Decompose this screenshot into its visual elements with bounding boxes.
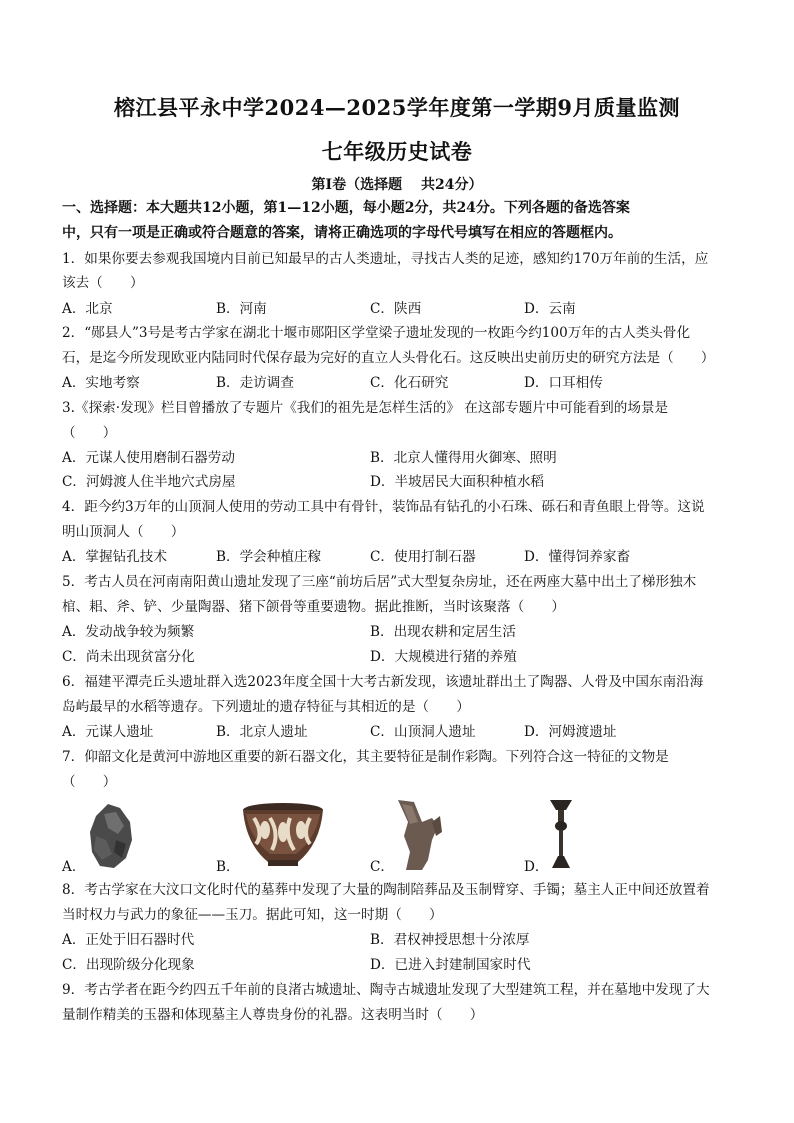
q8-option-b: B．君权神授思想十分浓厚	[370, 932, 530, 948]
q7-option-a: A．	[62, 859, 86, 875]
q5-option-c: C．尚未出现贫富分化	[62, 649, 195, 665]
q7-option-b: B．	[216, 859, 240, 875]
q7-text-2: （ ）	[62, 774, 117, 790]
q3-text-2: （ ）	[62, 425, 117, 441]
exam-title: 榕江县平永中学2024—2025学年度第一学期9月质量监测	[113, 95, 680, 120]
q2-text-1: 2．“郧县人”3号是考古学家在湖北十堰市郧阳区学堂梁子遗址发现的一枚距今约100万年的古人类头骨化	[62, 325, 691, 341]
q4-option-c: C．使用打制石器	[370, 549, 476, 565]
q4-option-b: B．学会种植庄稼	[216, 549, 322, 565]
q6-text-2: 岛屿最早的水稻等遗存。下列遗址的遗存特征与其相近的是（ ）	[62, 699, 470, 715]
q6-option-b: B．北京人遗址	[216, 724, 308, 740]
q2-option-a: A．实地考察	[62, 375, 140, 391]
q5-option-d: D．大规模进行猪的养殖	[370, 649, 517, 665]
q5-text-2: 棺、耜、斧、铲、少量陶器、猪下颌骨等重要遗物。据此推断，当时该聚落（ ）	[62, 599, 565, 615]
q6-option-d: D．河姆渡遗址	[524, 724, 617, 740]
q7-option-d: D．	[524, 859, 549, 875]
q1-option-a: A．北京	[62, 301, 113, 317]
q3-option-b: B．北京人懂得用火御寒、照明	[370, 450, 557, 466]
stone-tool-image	[86, 800, 136, 872]
q3-text-1: 3.《探索·发现》栏目曾播放了专题片《我们的祖先是怎样生活的》 在这部专题片中可能看到的场景是	[62, 400, 669, 416]
q9-text-1: 9．考古学者在距今约四五千年前的良渚古城遗址、陶寺古城遗址发现了大型建筑工程，并在墓地中发现了大	[62, 982, 710, 998]
q6-option-c: C．山顶洞人遗址	[370, 724, 476, 740]
q5-option-a: A．发动战争较为频繁	[62, 624, 195, 640]
q4-text-1: 4．距今约3万年的山顶洞人使用的劳动工具中有骨针，装饰品有钻孔的小石珠、砾石和青鱼眼上骨等。这说	[62, 499, 705, 515]
q1-option-c: C．陕西	[370, 301, 422, 317]
black-pottery-stem-cup-image	[548, 796, 574, 872]
instruction-line-2: 中，只有一项是正确或符合题意的答案，请将正确选项的字母代号填写在相应的答题框内。	[62, 225, 622, 241]
q3-option-d: D．半坡居民大面积种植水稻	[370, 474, 545, 490]
q8-option-a: A．正处于旧石器时代	[62, 932, 195, 948]
q2-option-c: C．化石研究	[370, 375, 449, 391]
painted-pottery-basin-image	[240, 800, 326, 870]
q1-text-1: 1．如果你要去参观我国境内目前已知最早的古人类遗址，寻找古人类的足迹，感知约170万年前的生活，应	[62, 251, 709, 267]
q8-text-2: 当时权力与武力的象征——玉刀。据此可知，这一时期（ ）	[62, 907, 443, 923]
q4-option-a: A．掌握钻孔技术	[62, 549, 167, 565]
q5-option-b: B．出现农耕和定居生活	[370, 624, 516, 640]
q8-text-1: 8．考古学家在大汶口文化时代的墓葬中发现了大量的陶制陪葬品及玉制臂穿、手镯；墓主人正中间还放置着	[62, 882, 710, 898]
q2-text-2: 石，是迄今所发现欧亚内陆同时代保存最为完好的直立人头骨化石。这反映出史前历史的研究方法是（ ）	[62, 350, 715, 366]
q3-option-a: A．元谋人使用磨制石器劳动	[62, 450, 235, 466]
q7-option-c: C．	[370, 859, 394, 875]
q3-option-c: C．河姆渡人住半地穴式房屋	[62, 474, 236, 490]
part-heading: 第Ⅰ卷（选择题 共24分）	[311, 177, 483, 193]
q8-option-c: C．出现阶级分化现象	[62, 957, 195, 973]
exam-subtitle: 七年级历史试卷	[321, 139, 473, 164]
q7-text-1: 7．仰韶文化是黄河中游地区重要的新石器文化，其主要特征是制作彩陶。下列符合这一特征的文物是	[62, 749, 669, 765]
pottery-gui-vessel-image	[392, 796, 444, 872]
q1-text-2: 该去（ ）	[62, 275, 144, 291]
q1-option-b: B．河南	[216, 301, 267, 317]
q4-option-d: D．懂得饲养家畜	[524, 549, 631, 565]
q6-option-a: A．元谋人遗址	[62, 724, 154, 740]
q2-option-d: D．口耳相传	[524, 375, 603, 391]
q2-option-b: B．走访调查	[216, 375, 294, 391]
q8-option-d: D．已进入封建制国家时代	[370, 957, 531, 973]
instruction-line-1: 一、选择题：本大题共12小题，第1—12小题，每小题2分，共24分。下列各题的备选答案	[62, 200, 630, 216]
q1-option-d: D．云南	[524, 301, 576, 317]
q4-text-2: 明山顶洞人（ ）	[62, 524, 185, 540]
q6-text-1: 6．福建平潭壳丘头遗址群入选2023年度全国十大考古新发现，该遗址群出土了陶器、人骨及中国东南沿海	[62, 674, 704, 690]
q5-text-1: 5．考古人员在河南南阳黄山遗址发现了三座“前坊后居”式大型复杂房址，还在两座大墓中出土了梯形独木	[62, 574, 697, 590]
q9-text-2: 量制作精美的玉器和体现墓主人尊贵身份的礼器。这表明当时（ ）	[62, 1007, 484, 1023]
